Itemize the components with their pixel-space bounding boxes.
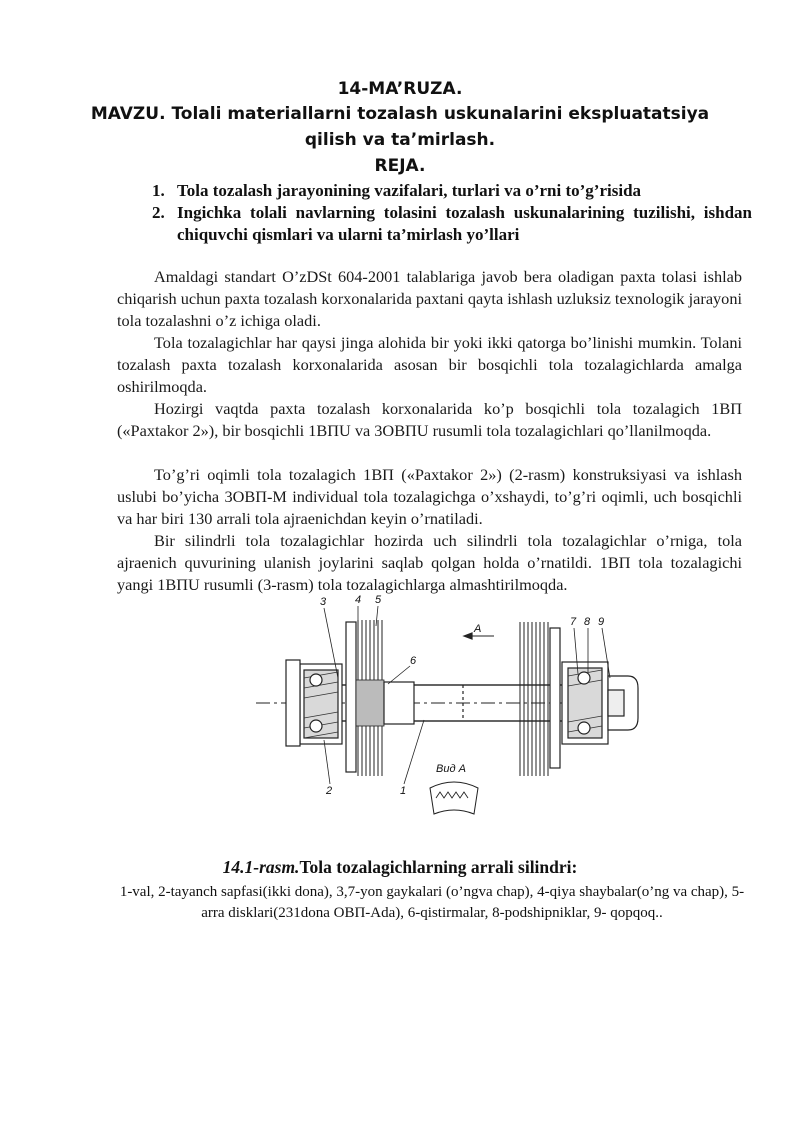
lecture-number: 14-MA’RUZA.	[337, 79, 463, 99]
body-paragraph-3	[117, 398, 742, 442]
figure-label-2: 2	[326, 785, 333, 797]
figure-label-7: 7	[570, 616, 577, 628]
body-paragraph-5	[117, 530, 742, 596]
plan-item-number: 2.	[152, 203, 165, 222]
saw-cylinder-drawing	[238, 592, 644, 824]
figure-number: 14.1-rasm.	[222, 857, 300, 877]
plan-item-text: Ingichka tolali navlarning tolasini tozalash uskunalarining tuzilishi, ishdan chiquvchi qismlari va ularni ta’mirlash yo’llari	[177, 203, 752, 244]
plan-item	[152, 180, 752, 202]
body-paragraph-2	[117, 332, 742, 398]
figure-label-1: 1	[400, 785, 407, 797]
paragraph-text: Tola tozalagichlar har qaysi jinga alohida bir yoki ikki qatorga bo’linishi mumkin. Tolani tozalash paxta tozalash korxonalarida asosan bir bosqichli tola tozalagichlarda amalga oshirilmoqda.	[117, 333, 742, 396]
figure-caption-title	[0, 857, 800, 878]
figure-label-view-a: Вид A	[436, 763, 466, 775]
paragraph-text: To’g’ri oqimli tola tozalagich 1ВП («Paxtakor 2») (2-rasm) konstruksiyasi va ishlash uslubi bo’yicha 3ОВП-М individual tola tozalagichga o’xshaydi, to’g’ri oqimli, uch bosqichli va har biri 130 arrali tola ajraenichdan keyin o’rnatiladi.	[117, 465, 742, 528]
plan-item-number: 1.	[152, 181, 165, 200]
figure-label-5: 5	[375, 594, 382, 606]
body-paragraph-1	[117, 266, 742, 332]
figure-caption-text: 1-val, 2-tayanch sapfasi(ikki dona), 3,7-yon gaykalari (o’ngva chap), 4-qiya shaybalar(o’ng va chap), 5-arra disklari(231dona ОВП-Ada), 6-qistirmalar, 8-podshipniklar, 9- qopqoq..	[119, 884, 745, 921]
plan-heading: REJA.	[374, 156, 426, 176]
figure-label-6: 6	[410, 655, 417, 667]
figure-label-arrow-a: A	[474, 623, 482, 635]
figure-title: Tola tozalagichlarning arrali silindri:	[299, 857, 578, 877]
topic-title-line-1: MAVZU. Tolali materiallarni tozalash uskunalarini ekspluatatsiya	[90, 104, 710, 124]
paragraph-text: Hozirgi vaqtda paxta tozalash korxonalarida ko’p bosqichli tola tozalagich 1ВП («Paxtakor 2»), bir bosqichli 1ВПU va 3ОВПU rusumli tola tozalagichlari qo’llanilmoqda.	[117, 399, 742, 440]
plan-item	[152, 202, 752, 246]
plan-list	[152, 180, 752, 246]
plan-item-text: Tola tozalash jarayonining vazifalari, turlari va o’rni to’g’risida	[177, 181, 642, 200]
paragraph-text: Bir silindrli tola tozalagichlar hozirda uch silindrli tola tozalagichlar o’rniga, tola ajraenich quvurining ulanish joylarini saqlab qolgan holda o’rnatildi. 1ВП tola tozalagichi yangi 1ВПU rusumli (3-rasm) tola tozalagichlarga almashtirilmoqda.	[117, 531, 742, 594]
topic-title-line-2: qilish va ta’mirlash.	[304, 130, 496, 150]
body-paragraph-4	[117, 464, 742, 530]
figure-label-4: 4	[355, 594, 362, 606]
paragraph-text: Amaldagi standart O’zDSt 604-2001 talablariga javob bera oladigan paxta tolasi ishlab chiqarish uchun paxta tozalash korxonalarida paxtani qayta ishlash uzluksiz texnologik jarayoni tola tozalashni o’z ichiga oladi.	[117, 267, 742, 330]
figure-label-9: 9	[598, 616, 605, 628]
figure-label-8: 8	[584, 616, 591, 628]
figure-label-3: 3	[320, 596, 327, 608]
